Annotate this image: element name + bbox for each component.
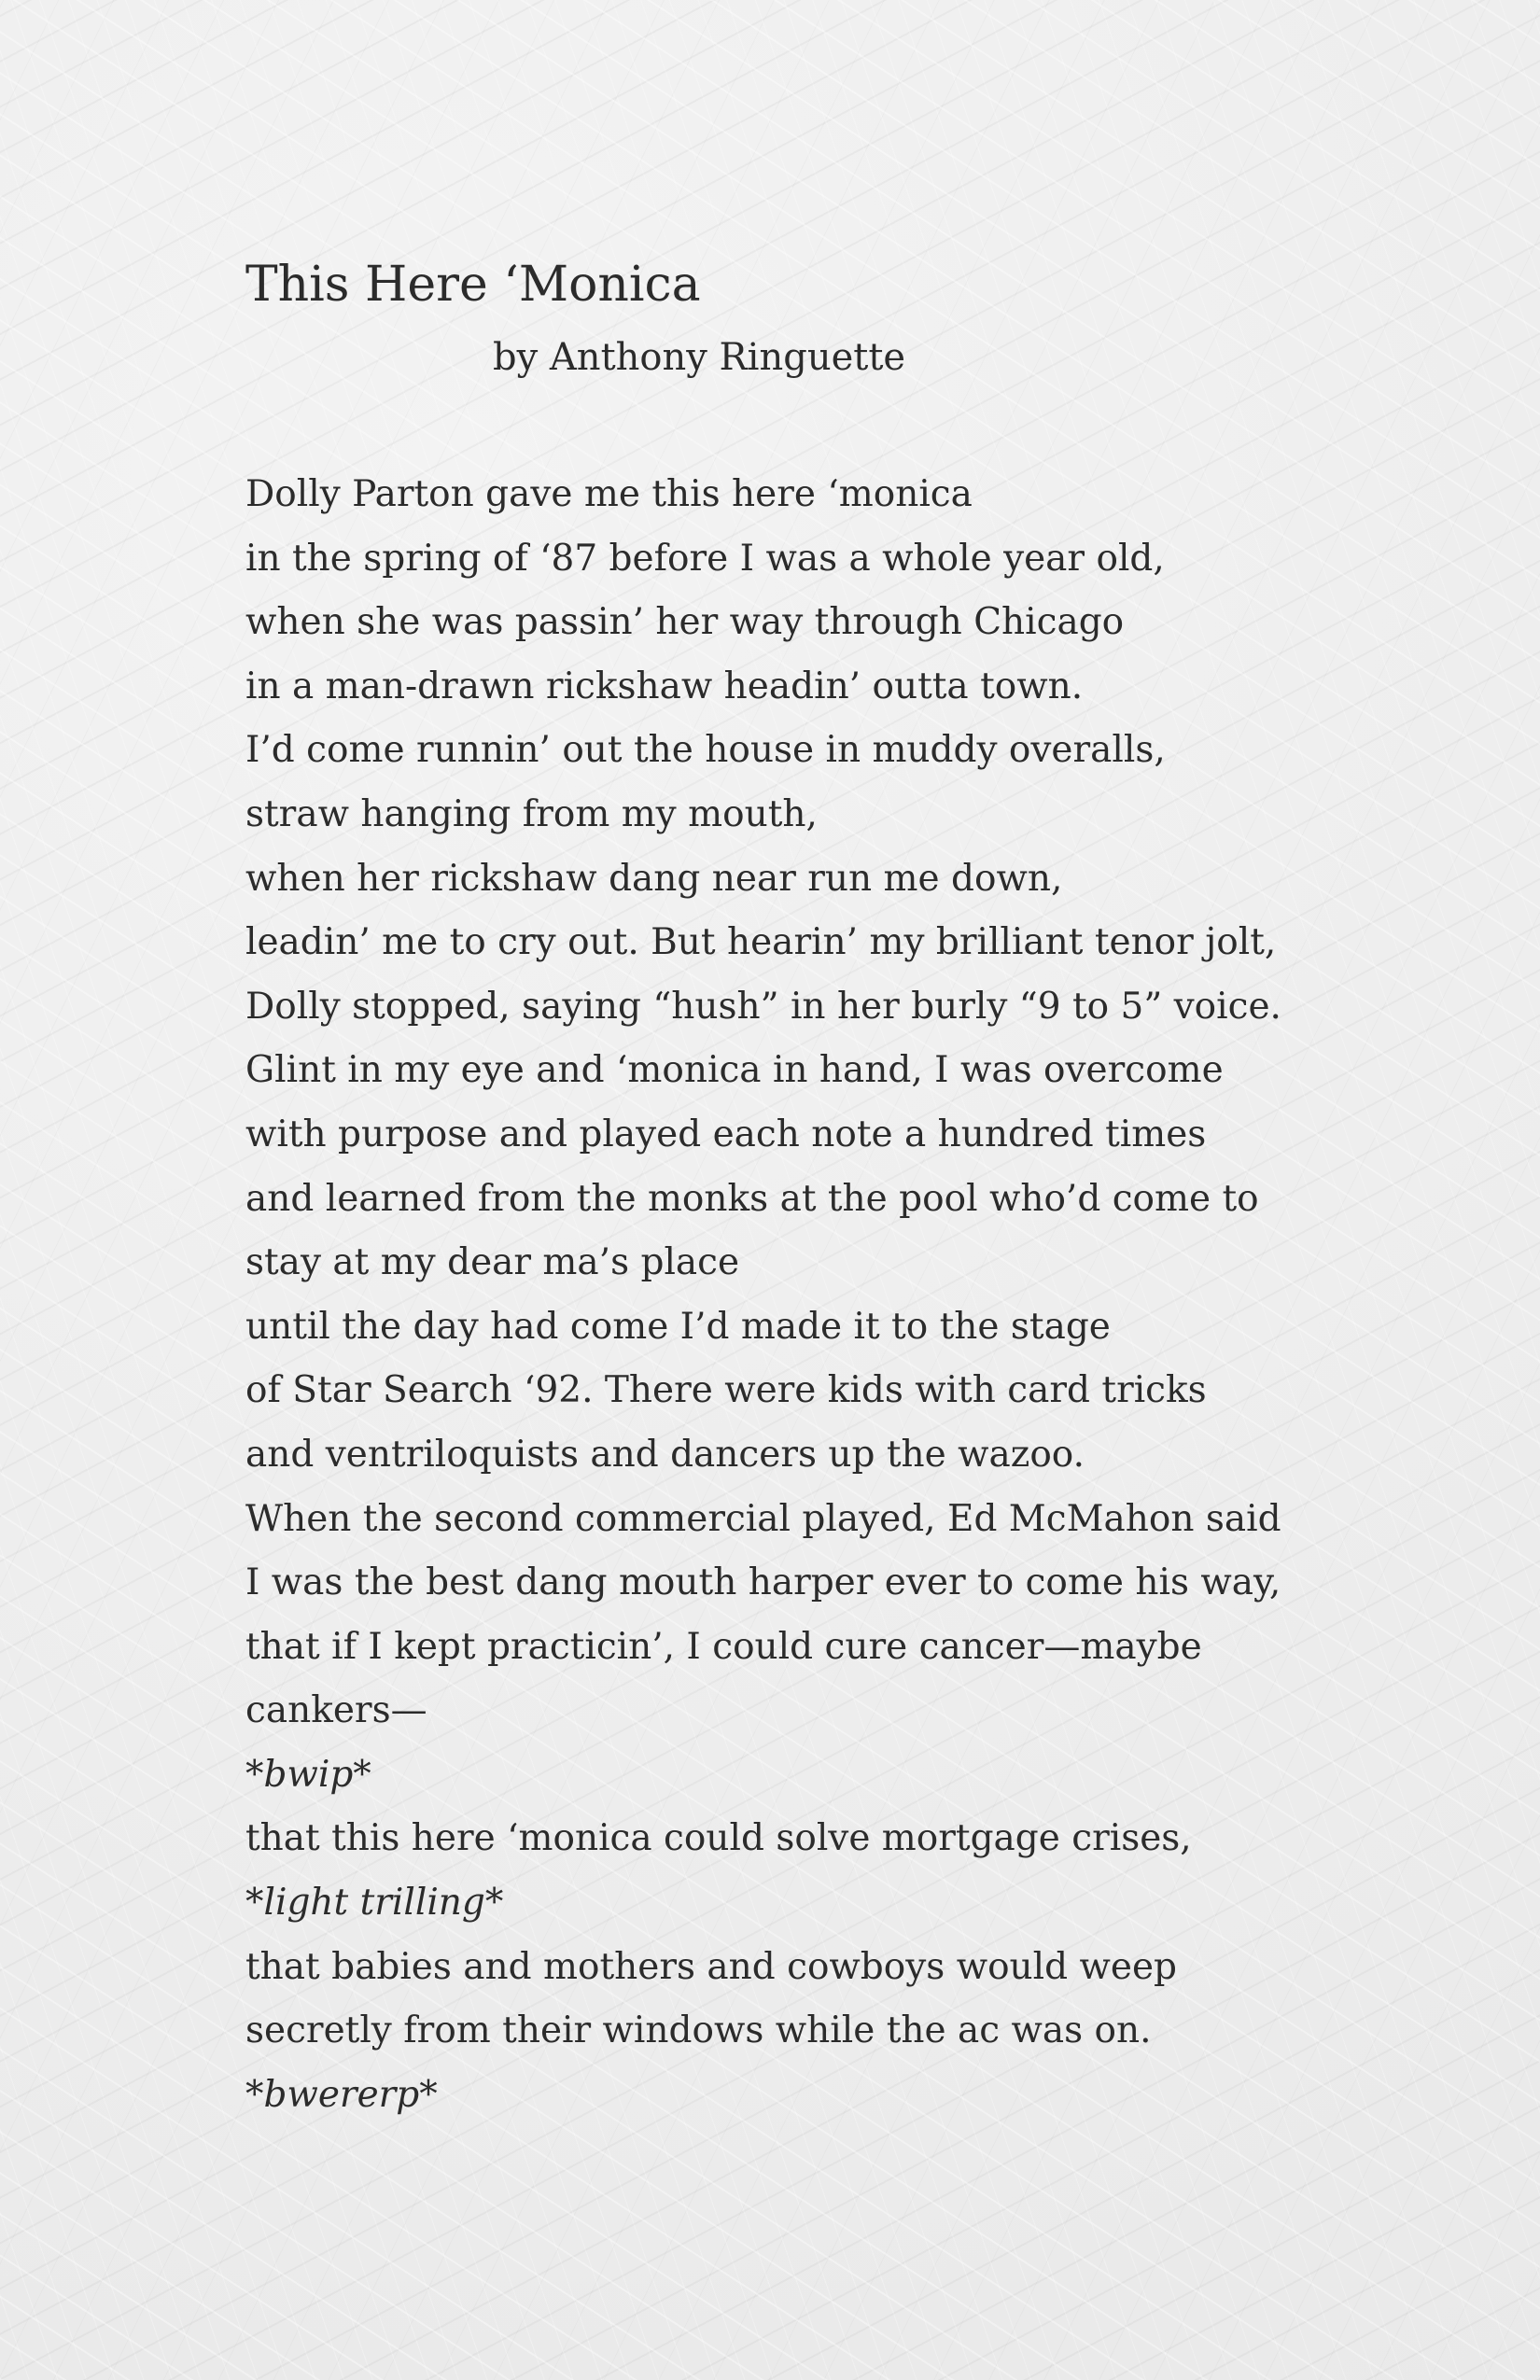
poem-stage-direction: *light trilling* (245, 1882, 504, 1925)
poem-line: I’d come runnin’ out the house in muddy overalls, (245, 729, 1166, 772)
poem-line: when she was passin’ her way through Chicago (245, 601, 1125, 644)
poem-line: secretly from their windows while the ac was on. (245, 2009, 1152, 2052)
poem-body (245, 463, 1365, 2127)
poem-title: This Here ‘Monica (245, 257, 701, 313)
poem-byline: by Anthony Ringuette (493, 336, 906, 379)
poem-line: Glint in my eye and ‘monica in hand, I was overcome (245, 1049, 1224, 1092)
poem-line: that babies and mothers and cowboys would weep (245, 1945, 1178, 1988)
poem-line: that this here ‘monica could solve mortgage crises, (245, 1817, 1192, 1860)
poem-line: When the second commercial played, Ed McMahon said (245, 1497, 1281, 1540)
poem-stage-direction: *bwip* (245, 1753, 371, 1796)
poem-line: Dolly Parton gave me this here ‘monica (245, 473, 973, 515)
poem-line: straw hanging from my mouth, (245, 792, 818, 835)
poem-line: of Star Search ‘92. There were kids with card tricks (245, 1369, 1207, 1412)
poem-line: in the spring of ‘87 before I was a whole year old, (245, 537, 1165, 580)
poem-line: with purpose and played each note a hundred times (245, 1113, 1207, 1155)
poem-line: and ventriloquists and dancers up the wazoo. (245, 1433, 1085, 1476)
poem-line: Dolly stopped, saying “hush” in her burly “9 to 5” voice. (245, 985, 1281, 1028)
poem-line: stay at my dear ma’s place (245, 1241, 740, 1284)
poem-line: that if I kept practicin’, I could cure cancer—maybe (245, 1625, 1202, 1668)
poem-line: and learned from the monks at the pool who’d come to (245, 1177, 1259, 1220)
poem-line: until the day had come I’d made it to the stage (245, 1305, 1111, 1348)
poem-line: when her rickshaw dang near run me down, (245, 857, 1063, 900)
poem-line: cankers— (245, 1689, 427, 1732)
poem-line: leadin’ me to cry out. But hearin’ my brilliant tenor jolt, (245, 921, 1277, 964)
poem-stage-direction: *bwererp* (245, 2073, 438, 2116)
poem-line: in a man-drawn rickshaw headin’ outta town. (245, 665, 1084, 707)
poem-line: I was the best dang mouth harper ever to come his way, (245, 1561, 1281, 1604)
